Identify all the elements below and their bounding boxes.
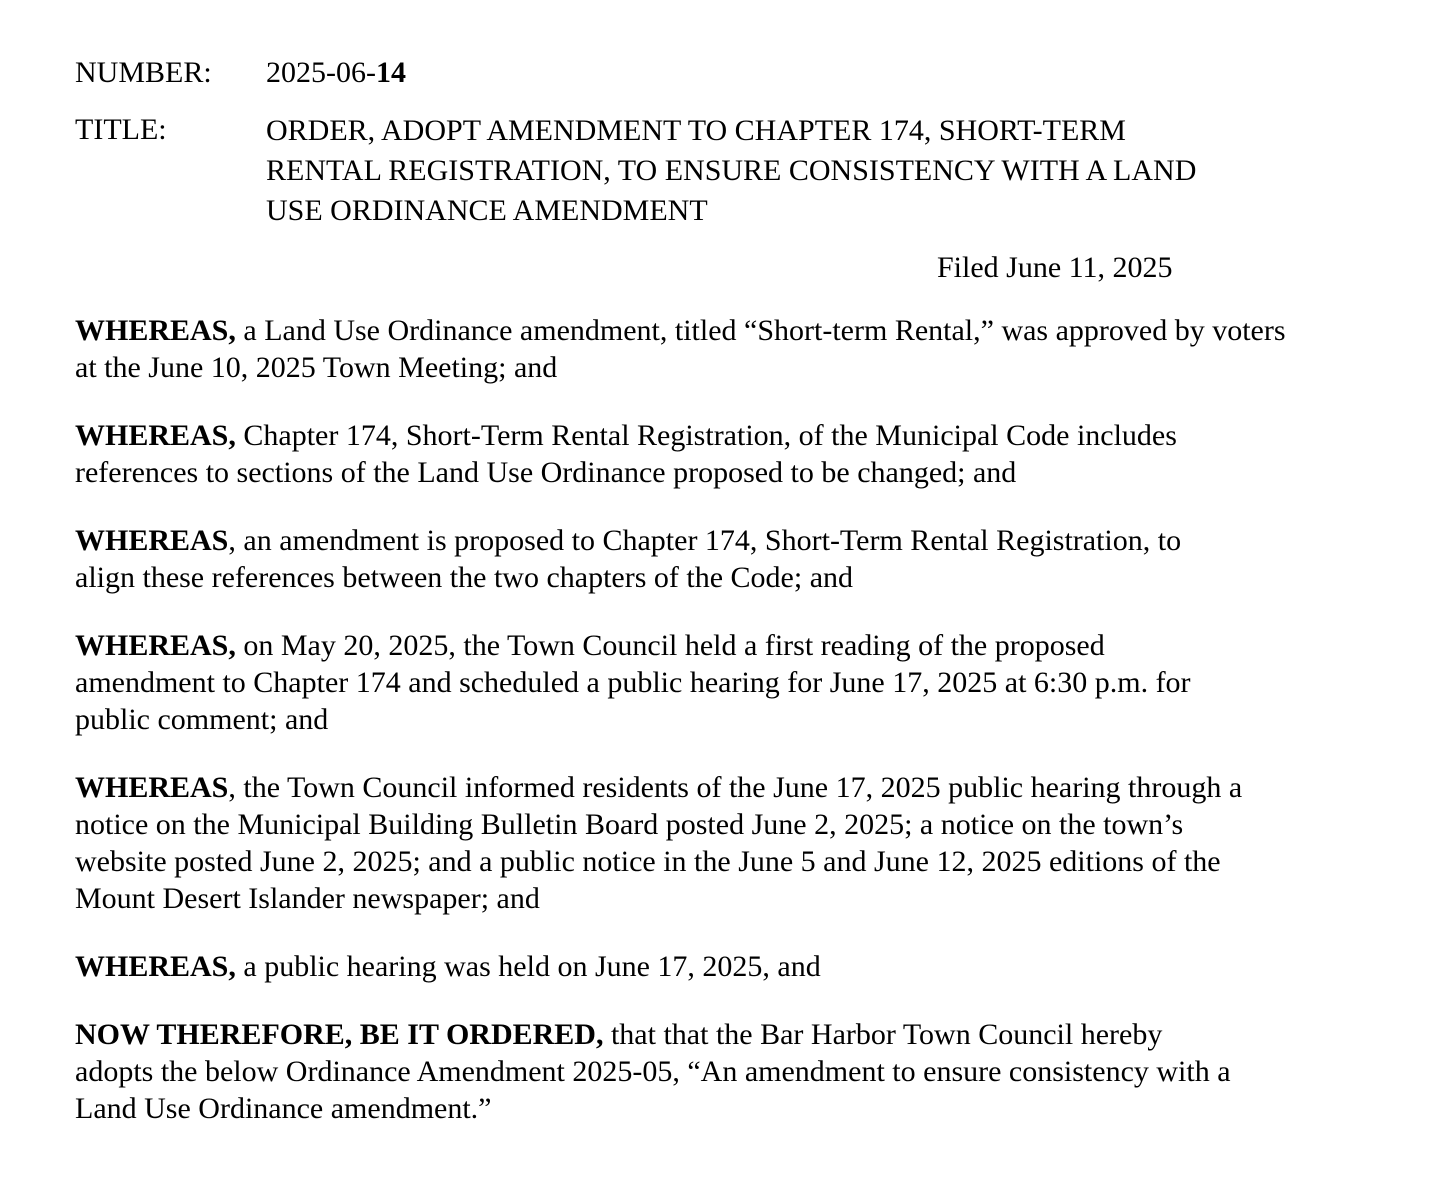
paragraph-lead: WHEREAS, [75, 950, 236, 983]
number-suffix: 14 [375, 56, 406, 89]
order-paragraph [75, 1016, 1385, 1127]
title-line: USE ORDINANCE AMENDMENT [266, 194, 708, 227]
whereas-paragraph [75, 417, 1385, 491]
paragraph-text: adopts the below Ordinance Amendment 2025-05, “An amendment to ensure consistency with a [75, 1055, 1231, 1088]
paragraph-text: Mount Desert Islander newspaper; and [75, 882, 540, 915]
paragraph-text: Chapter 174, Short-Term Rental Registration, of the Municipal Code includes [235, 419, 1177, 452]
number-value [266, 54, 1385, 91]
whereas-paragraph [75, 948, 1385, 985]
paragraph-text: , an amendment is proposed to Chapter 174, Short-Term Rental Registration, to [228, 524, 1182, 557]
paragraph-text: references to sections of the Land Use Ordinance proposed to be changed; and [75, 456, 1017, 489]
filed-date: Filed June 11, 2025 [937, 251, 1173, 284]
paragraph-text: public comment; and [75, 703, 329, 736]
paragraph-text: a public hearing was held on June 17, 2025, and [235, 950, 821, 983]
paragraph-text: at the June 10, 2025 Town Meeting; and [75, 351, 558, 384]
paragraph-lead: WHEREAS, [75, 419, 236, 452]
paragraph-text: that that the Bar Harbor Town Council hereby [603, 1018, 1163, 1051]
paragraph-lead: WHEREAS, [75, 314, 236, 347]
number-row [75, 54, 1385, 91]
document-page [75, 54, 1385, 1158]
paragraph-text: Land Use Ordinance amendment.” [75, 1092, 492, 1125]
title-value [266, 111, 1385, 231]
title-row [75, 111, 1385, 231]
paragraph-text: a Land Use Ordinance amendment, titled “Short-term Rental,” was approved by voters [235, 314, 1286, 347]
paragraph-text: on May 20, 2025, the Town Council held a first reading of the proposed [235, 629, 1105, 662]
paragraph-text: , the Town Council informed residents of the June 17, 2025 public hearing through a [228, 771, 1243, 804]
whereas-paragraph [75, 627, 1385, 738]
title-line: ORDER, ADOPT AMENDMENT TO CHAPTER 174, SHORT-TERM [266, 114, 1126, 147]
paragraph-text: website posted June 2, 2025; and a public notice in the June 5 and June 12, 2025 editions of the [75, 845, 1221, 878]
whereas-paragraph [75, 522, 1385, 596]
paragraph-lead: WHEREAS, [75, 629, 236, 662]
paragraph-lead: NOW THEREFORE, BE IT ORDERED, [75, 1018, 604, 1051]
paragraph-text: align these references between the two chapters of the Code; and [75, 561, 854, 594]
title-line: RENTAL REGISTRATION, TO ENSURE CONSISTENCY WITH A LAND [266, 154, 1197, 187]
title-label: TITLE: [75, 113, 167, 146]
paragraph-text: amendment to Chapter 174 and scheduled a public hearing for June 17, 2025 at 6:30 p.m. for [75, 666, 1191, 699]
whereas-paragraph [75, 312, 1385, 386]
paragraph-lead: WHEREAS [75, 771, 229, 804]
number-label: NUMBER: [75, 56, 212, 89]
paragraph-text: notice on the Municipal Building Bulletin Board posted June 2, 2025; a notice on the town’s [75, 808, 1184, 841]
number-prefix: 2025-06- [266, 56, 376, 89]
paragraph-lead: WHEREAS [75, 524, 229, 557]
whereas-paragraph [75, 769, 1385, 917]
